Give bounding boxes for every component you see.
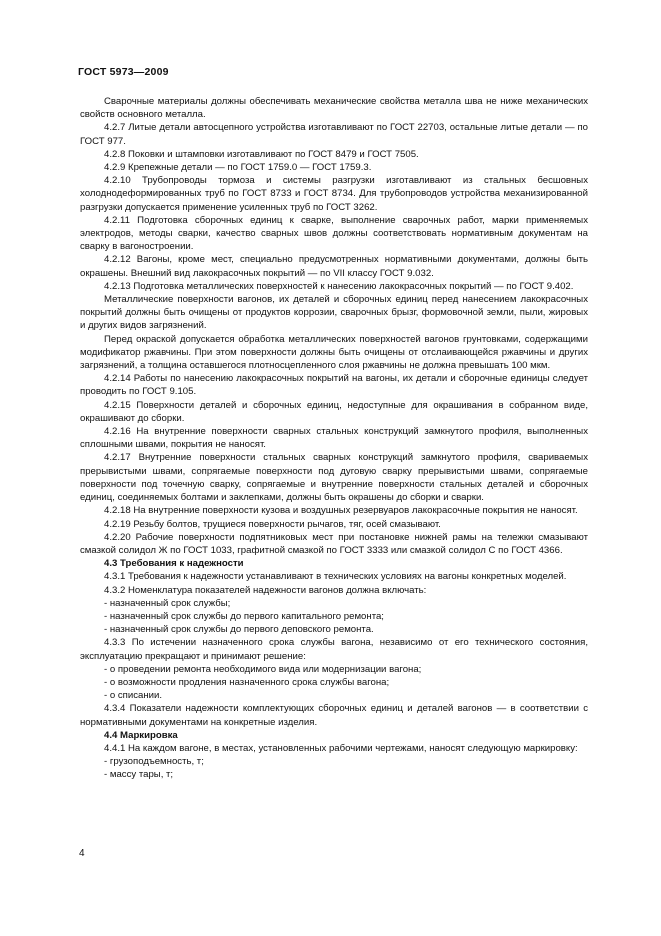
paragraph: Перед окраской допускается обработка металлических поверхностей вагонов грунтовками, содержащими модификатор ржавчины. При этом поверхности должны быть очищены от отслаивающейся ржавчины и других загрязнений, а толщина оставшегося плотносцепленного слоя ржавчины не должна превышать 100 мкм. — [80, 333, 588, 372]
paragraph: Сварочные материалы должны обеспечивать механические свойства металла шва не ниже механических свойств основного металла. — [80, 96, 588, 121]
list-item: - назначенный срок службы до первого деповского ремонта. — [104, 624, 374, 636]
list-item: - грузоподъемность, т; — [104, 756, 204, 768]
paragraph: 4.2.20 Рабочие поверхности подпятниковых мест при постановке нижней рамы на тележки смазывают смазкой солидол Ж по ГОСТ 1033, графитной смазкой по ГОСТ 3333 или смазкой солидол С по ГОСТ 4366. — [80, 531, 588, 556]
paragraph: 4.2.19 Резьбу болтов, трущиеся поверхности рычагов, тяг, осей смазывают. — [104, 518, 441, 530]
paragraph: 4.2.13 Подготовка металлических поверхностей к нанесению лакокрасочных покрытий — по ГОСТ 9.402. — [104, 280, 574, 292]
section-heading: 4.4 Маркировка — [104, 729, 178, 741]
standard-header: ГОСТ 5973—2009 — [78, 66, 169, 78]
page-number: 4 — [79, 848, 85, 859]
paragraph: 4.3.2 Номенклатура показателей надежности вагонов должна включать: — [104, 584, 427, 596]
paragraph: 4.2.18 На внутренние поверхности кузова и воздушных резервуаров лакокрасочные покрытия не наносят. — [104, 505, 578, 517]
paragraph: 4.2.12 Вагоны, кроме мест, специально предусмотренных нормативными документами, должны быть окрашены. Внешний вид лакокрасочных покрытий — по VII классу ГОСТ 9.032. — [80, 254, 588, 279]
paragraph: 4.2.8 Поковки и штамповки изготавливают по ГОСТ 8479 и ГОСТ 7505. — [104, 148, 419, 160]
list-item: - о проведении ремонта необходимого вида или модернизации вагона; — [104, 663, 422, 675]
paragraph: 4.2.14 Работы по нанесению лакокрасочных покрытий на вагоны, их детали и сборочные единицы следует проводить по ГОСТ 9.105. — [80, 373, 588, 398]
paragraph: 4.2.10 Трубопроводы тормоза и системы разгрузки изготавливают из стальных бесшовных холоднодеформированных труб по ГОСТ 8733 и ГОСТ 8734. Для трубопроводов устройства механизированной разгрузки допускается применение усиленных труб по ГОСТ 3262. — [80, 175, 588, 213]
list-item: - о возможности продления назначенного срока службы вагона; — [104, 676, 390, 688]
paragraph: 4.2.15 Поверхности деталей и сборочных единиц, недоступные для окрашивания в собранном виде, окрашивают до сборки. — [80, 399, 588, 424]
paragraph: 4.2.11 Подготовка сборочных единиц к сварке, выполнение сварочных работ, марки применяемых электродов, методы сварки, качество сварных швов должны соответствовать нормативным документам на сварку в вагоностроении. — [80, 214, 588, 253]
list-item: - массу тары, т; — [104, 769, 174, 781]
paragraph: 4.2.9 Крепежные детали — по ГОСТ 1759.0 — ГОСТ 1759.3. — [104, 162, 372, 174]
paragraph: 4.3.3 По истечении назначенного срока службы вагона, независимо от его технического состояния, эксплуатацию прекращают и принимают решение: — [80, 637, 588, 662]
list-item: - назначенный срок службы до первого капитального ремонта; — [104, 610, 384, 622]
paragraph: Металлические поверхности вагонов, их деталей и сборочных единиц перед нанесением лакокрасочных покрытий должны быть очищены от продуктов коррозии, сварочных брызг, формовочной земли, пыли, жировых и других видов загрязнений. — [80, 294, 588, 332]
list-item: - о списании. — [104, 690, 163, 702]
paragraph: 4.2.16 На внутренние поверхности сварных стальных конструкций замкнутого профиля, выполненных сплошными швами, покрытия не наносят. — [80, 426, 588, 451]
paragraph: 4.3.4 Показатели надежности комплектующих сборочных единиц и деталей вагонов — в соответствии с нормативными документами на конкретные изделия. — [80, 703, 588, 728]
section-heading: 4.3 Требования к надежности — [104, 558, 244, 570]
paragraph: 4.2.7 Литые детали автосцепного устройства изготавливают по ГОСТ 22703, остальные литые детали — по ГОСТ 977. — [80, 122, 588, 147]
paragraph: 4.3.1 Требования к надежности устанавливают в технических условиях на вагоны конкретных моделей. — [104, 571, 567, 583]
list-item: - назначенный срок службы; — [104, 597, 231, 609]
body-text — [80, 95, 588, 782]
paragraph: 4.2.17 Внутренние поверхности стальных сварных конструкций замкнутого профиля, свариваемых прерывистыми швами, сопрягаемые поверхности под дуговую сварку прерывистыми швами, сопрягаемые поверхности под точечную сварку, сопрягаемые и внутренние поверхности стальных деталей и сборочных единиц, соединяемых болтами и заклепками, должны быть окрашены до сборки и сварки. — [80, 452, 588, 504]
paragraph: 4.4.1 На каждом вагоне, в местах, установленных рабочими чертежами, наносят следующую маркировку: — [104, 742, 578, 754]
